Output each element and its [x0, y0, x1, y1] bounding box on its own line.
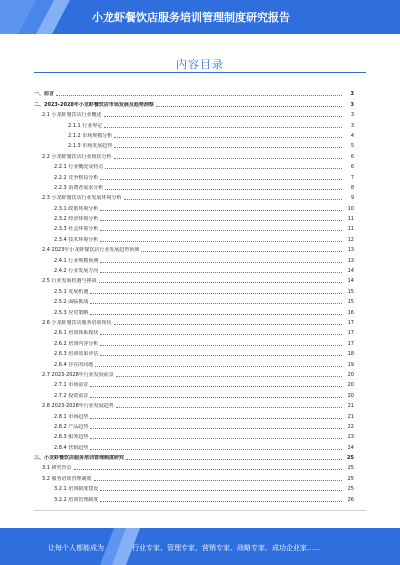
toc-dot-leader [100, 334, 342, 335]
header-decoration [0, 0, 90, 34]
toc-entry-label: 2.8.3 服务趋势 [54, 434, 89, 441]
toc-dot-leader [100, 230, 342, 231]
toc-entry-page: 14 [347, 278, 354, 285]
toc-entry[interactable] [34, 108, 354, 118]
toc-entry-page: 5 [350, 143, 354, 150]
toc-entry[interactable] [34, 139, 354, 149]
toc-entry[interactable] [34, 409, 354, 419]
toc-entry-page: 21 [347, 403, 354, 410]
toc-entry[interactable] [34, 212, 354, 222]
toc-entry-page: 25 [347, 465, 354, 472]
toc-dot-leader [90, 303, 342, 304]
toc-entry-page: 6 [350, 164, 354, 171]
toc-entry-page: 20 [347, 382, 354, 389]
toc-divider [34, 72, 366, 73]
toc-entry[interactable] [34, 430, 354, 440]
toc-entry-page: 11 [347, 216, 354, 223]
toc-entry-label: 3.2.1 培训制度建设 [54, 486, 99, 493]
toc-entry-page: 10 [347, 205, 354, 212]
toc-entry[interactable] [34, 471, 354, 481]
toc-entry[interactable] [34, 326, 354, 336]
toc-entry-page: 18 [347, 351, 354, 358]
toc-entry-page: 25 [347, 455, 354, 462]
toc-entry[interactable] [34, 170, 354, 180]
toc-entry-page: 8 [350, 184, 354, 191]
toc-entry[interactable] [34, 388, 354, 398]
toc-dot-leader [100, 490, 342, 491]
footer-bar [0, 528, 400, 565]
toc-dot-leader [56, 95, 342, 96]
toc-entry[interactable] [34, 253, 354, 263]
toc-entry-label: 2.6.2 培训内容分析 [54, 340, 99, 347]
toc-entry-label: 3.2.2 培训管理制度 [54, 496, 99, 503]
toc-entry-page: 26 [347, 496, 354, 503]
toc-dot-leader [104, 127, 342, 128]
toc-entry[interactable] [34, 149, 354, 159]
toc-dot-leader [99, 282, 342, 283]
toc-entry-label: 2.5.1 发展机遇 [54, 288, 89, 295]
toc-dot-leader [90, 314, 342, 315]
toc-entry-page: 9 [350, 195, 354, 202]
toc-entry[interactable] [34, 243, 354, 253]
toc-entry-label: 2.1.3 市场发展趋势 [68, 143, 113, 150]
toc-entry-label: 2.3.3 社会环境分析 [54, 226, 99, 233]
toc-dot-leader [141, 251, 342, 252]
toc-entry-page: 19 [347, 361, 354, 368]
toc-entry-label: 2.3.4 技术环境分析 [54, 236, 99, 243]
toc-entry-page: 25 [347, 486, 354, 493]
toc-entry-page: 3 [350, 101, 354, 108]
toc-entry-page: 7 [350, 174, 354, 181]
toc-entry-page: 16 [347, 309, 354, 316]
toc-entry[interactable] [34, 87, 354, 97]
toc-dot-leader [105, 189, 342, 190]
toc-entry-label: 2.8.2 产品趋势 [54, 423, 89, 430]
toc-entry-page: 3 [350, 112, 354, 119]
toc-entry-label: 2.2.2 竞争格局分析 [54, 174, 99, 181]
toc-entry[interactable] [34, 316, 354, 326]
toc-dot-leader [100, 241, 342, 242]
page-title: 小龙虾餐饮店服务培训管理制度研究报告 [92, 11, 290, 24]
toc-entry[interactable] [34, 274, 354, 284]
toc-entry-page: 4 [350, 132, 354, 139]
toc-entry[interactable] [34, 222, 354, 232]
toc-entry-label: 2.6.1 培训体系现状 [54, 330, 99, 337]
toc-dot-leader [100, 262, 342, 263]
toc-entry-label: 2.6 小龙虾餐饮店服务培训现状 [42, 319, 112, 326]
toc-dot-leader [90, 418, 342, 419]
toc-entry-page: 17 [347, 319, 354, 326]
footer-slogan-right: 行业专家、管理专家、营销专家、战略专家、成功企业家…… [132, 544, 321, 552]
toc-entry[interactable] [34, 461, 354, 471]
toc-entry-label: 三、小龙虾餐饮店服务培训管理制度研究 [34, 455, 125, 462]
toc-entry[interactable] [34, 420, 354, 430]
toc-entry-page: 25 [347, 475, 354, 482]
toc-entry-label: 3.2 服务培训管理制度 [42, 475, 92, 482]
toc-entry-page: 12 [347, 236, 354, 243]
toc-entry-page: 13 [347, 257, 354, 264]
toc-dot-leader [90, 428, 342, 429]
toc-entry-page: 3 [350, 122, 354, 129]
toc-dot-leader [114, 158, 342, 159]
toc-dot-leader [124, 199, 342, 200]
toc-entry[interactable] [34, 295, 354, 305]
toc-entry-page: 21 [347, 413, 354, 420]
toc-entry-label: 2.3.2 经济环境分析 [54, 216, 99, 223]
toc-entry[interactable] [34, 378, 354, 388]
toc-entry[interactable] [34, 440, 354, 450]
toc-entry-label: 2.6.3 培训效果评估 [54, 351, 99, 358]
toc-dot-leader [105, 168, 342, 169]
toc-entry-label: 2.7.1 市场前景 [54, 382, 89, 389]
toc-entry-label: 2.7 2023-2028年行业发展前景 [42, 371, 114, 378]
toc-entry[interactable] [34, 160, 354, 170]
toc-entry[interactable] [34, 357, 354, 367]
toc-entry-label: 2.2.1 行业概况及特点 [54, 164, 104, 171]
table-of-contents [34, 87, 354, 503]
toc-entry[interactable] [34, 232, 354, 242]
toc-dot-leader [116, 407, 342, 408]
toc-dot-leader [114, 324, 342, 325]
toc-entry[interactable] [34, 181, 354, 191]
toc-dot-leader [90, 449, 342, 450]
toc-dot-leader [94, 480, 342, 481]
toc-dot-leader [104, 116, 342, 117]
toc-entry-label: 2.2 小龙虾餐饮店行业现状分析 [42, 153, 112, 160]
toc-entry-label: 2.1.2 市场规模分析 [68, 132, 113, 139]
footer-slogan-left: 让每个人都能成为 [48, 544, 104, 552]
toc-entry[interactable] [34, 201, 354, 211]
toc-dot-leader [90, 386, 342, 387]
toc-entry[interactable] [34, 118, 354, 128]
toc-entry-page: 15 [347, 299, 354, 306]
toc-dot-leader [100, 501, 342, 502]
toc-entry[interactable] [34, 264, 354, 274]
toc-heading: 内容目录 [176, 58, 224, 71]
toc-entry[interactable] [34, 191, 354, 201]
toc-entry-label: 二、2023-2028年小龙虾餐饮店市场发展及趋势洞察 [34, 101, 154, 108]
toc-entry-label: 2.8.4 营销趋势 [54, 444, 89, 451]
toc-dot-leader [100, 210, 342, 211]
toc-entry-page: 6 [350, 153, 354, 160]
toc-entry[interactable] [34, 368, 354, 378]
toc-entry-label: 2.5.3 应对策略 [54, 309, 89, 316]
toc-entry-page: 15 [347, 288, 354, 295]
toc-entry[interactable] [34, 347, 354, 357]
toc-entry-label: 2.6.4 存在的问题 [54, 361, 94, 368]
toc-entry-page: 20 [347, 392, 354, 399]
toc-entry[interactable] [34, 129, 354, 139]
toc-dot-leader [126, 459, 342, 460]
bottom-divider [34, 510, 366, 511]
toc-entry-label: 3.1 研究背景 [42, 465, 72, 472]
toc-entry[interactable] [34, 399, 354, 409]
toc-dot-leader [100, 345, 342, 346]
toc-entry-label: 2.3 小龙虾餐饮店行业发展环境分析 [42, 195, 122, 202]
toc-entry[interactable] [34, 451, 354, 461]
toc-entry-page: 20 [347, 371, 354, 378]
toc-dot-leader [90, 397, 342, 398]
toc-entry[interactable] [34, 97, 354, 107]
toc-dot-leader [114, 137, 342, 138]
toc-entry-label: 2.7.2 投资前景 [54, 392, 89, 399]
toc-entry-label: 2.4.2 行业发展方向 [54, 268, 99, 275]
toc-entry[interactable] [34, 284, 354, 294]
header-bar [0, 0, 400, 34]
toc-dot-leader [100, 355, 342, 356]
toc-dot-leader [100, 179, 342, 180]
toc-entry-label: 2.8.1 市场趋势 [54, 413, 89, 420]
toc-entry-label: 2.4 2023年小龙虾餐饮店行业发展趋势预测 [42, 247, 140, 254]
toc-entry-page: 13 [347, 247, 354, 254]
toc-entry[interactable] [34, 482, 354, 492]
toc-dot-leader [74, 469, 342, 470]
toc-entry-label: 2.5 行业发展机遇与挑战 [42, 278, 97, 285]
toc-entry-label: 2.4.1 行业规模预测 [54, 257, 99, 264]
toc-entry-page: 14 [347, 268, 354, 275]
toc-entry-page: 3 [350, 91, 354, 98]
toc-entry-label: 2.8 2023-2028年行业发展趋势 [42, 403, 114, 410]
toc-dot-leader [90, 438, 342, 439]
toc-entry-label: 2.3.1 政策环境分析 [54, 205, 99, 212]
toc-dot-leader [100, 272, 342, 273]
toc-dot-leader [100, 220, 342, 221]
toc-dot-leader [156, 106, 342, 107]
toc-dot-leader [114, 147, 342, 148]
toc-entry[interactable] [34, 492, 354, 502]
toc-entry-label: 2.1 小龙虾餐饮店行业概述 [42, 112, 102, 119]
toc-dot-leader [116, 376, 342, 377]
toc-entry-page: 11 [347, 226, 354, 233]
toc-entry[interactable] [34, 305, 354, 315]
toc-dot-leader [90, 293, 342, 294]
toc-entry-page: 17 [347, 340, 354, 347]
toc-entry-page: 17 [347, 330, 354, 337]
toc-entry-page: 24 [347, 444, 354, 451]
toc-dot-leader [95, 366, 342, 367]
toc-entry-label: 2.5.2 面临挑战 [54, 299, 89, 306]
toc-entry-label: 一、前言 [34, 91, 55, 98]
toc-entry-label: 2.1.1 行业界定 [68, 122, 103, 129]
toc-entry-page: 22 [347, 423, 354, 430]
toc-entry-label: 2.2.3 消费者需求分析 [54, 184, 104, 191]
toc-entry[interactable] [34, 336, 354, 346]
toc-entry-page: 23 [347, 434, 354, 441]
